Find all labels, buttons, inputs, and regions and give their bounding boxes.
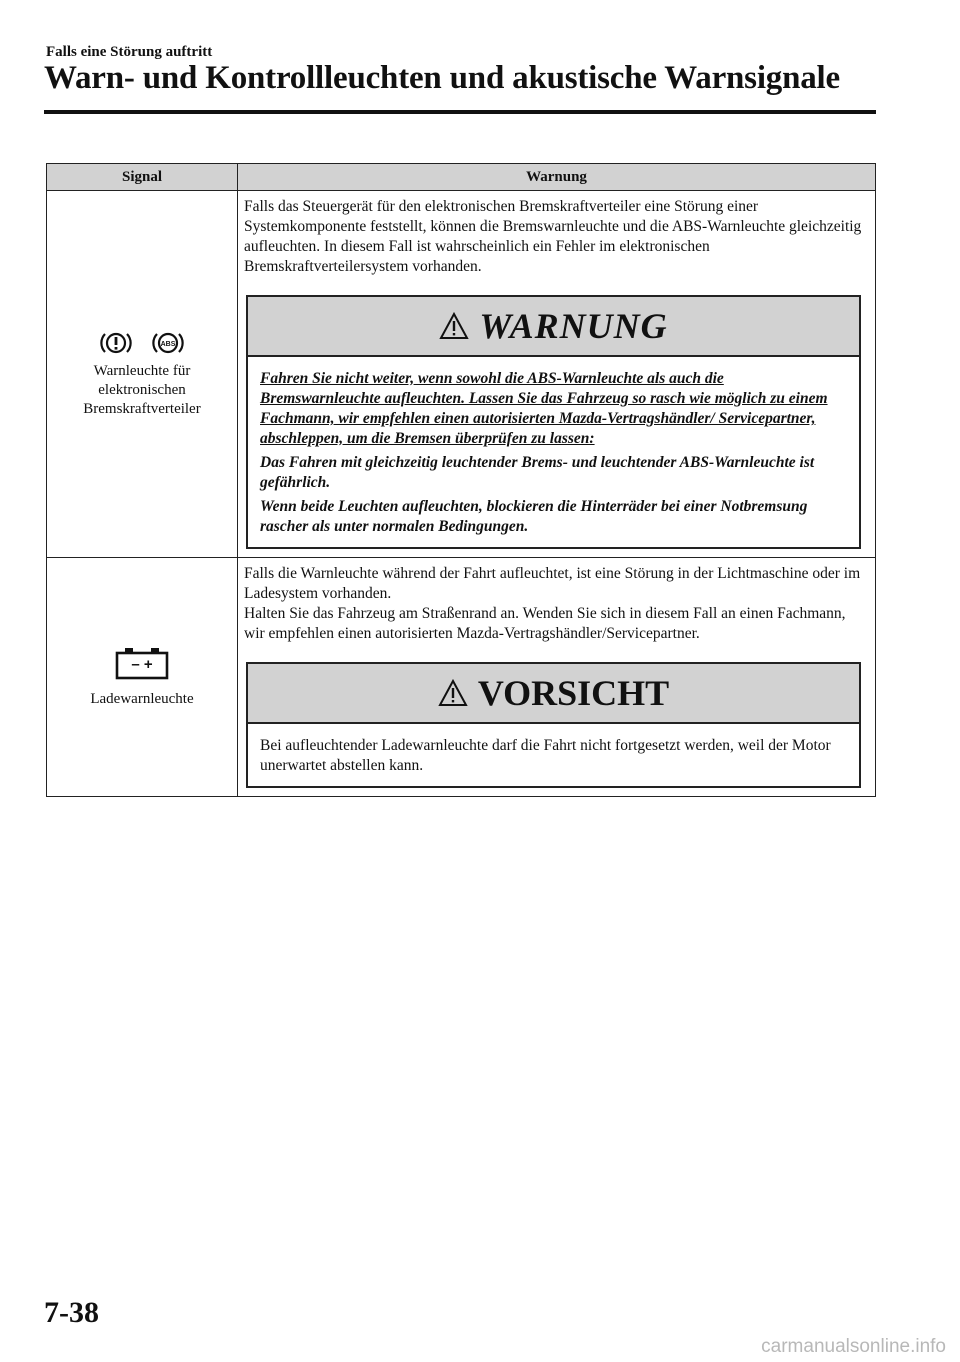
column-header-warning: Warnung — [238, 164, 876, 191]
battery-icon — [115, 646, 169, 680]
signal-label-charging: Ladewarnleuchte — [90, 690, 194, 707]
watermark: carmanualsonline.info — [761, 1336, 946, 1357]
table-row — [47, 191, 876, 558]
warning-text: Falls die Warnleuchte während der Fahrt aufleuchtet, ist eine Störung in der Lichtmaschine oder im Ladesystem vorhanden. — [244, 565, 861, 602]
signal-cell — [47, 191, 238, 558]
warning-callout-title: WARNUNG — [479, 306, 668, 346]
table-header-row — [47, 164, 876, 191]
caution-callout-header — [248, 664, 859, 724]
warning-callout-underlined-text: Fahren Sie nicht weiter, wenn sowohl die ABS-Warnleuchte als auch die Bremswarnleuchte aufleuchten. Lassen Sie das Fahrzeug so rasch wie möglich zu einem Fachmann, wir empfehlen einen autorisierten Mazda-Vertragshändler/ Servicepartner, abschleppen, um die Bremsen überprüfen zu lassen: — [260, 370, 828, 447]
title-divider — [44, 110, 876, 114]
svg-text:– +: – + — [131, 655, 153, 673]
caution-callout — [246, 662, 861, 788]
caution-callout-body: Bei aufleuchtender Ladewarnleuchte darf die Fahrt nicht fortgesetzt werden, weil der Motor unerwartet abstellen kann. — [260, 737, 831, 774]
signal-cell — [47, 558, 238, 797]
warning-triangle-icon — [438, 679, 468, 707]
warning-callout-paragraph: Wenn beide Leuchten aufleuchten, blockieren die Hinterräder bei einer Notbremsung rascher als unter normalen Bedingungen. — [260, 498, 808, 535]
warning-triangle-icon — [439, 312, 469, 340]
warning-callout-paragraph: Das Fahren mit gleichzeitig leuchtender Brems- und leuchtender ABS-Warnleuchte ist gefährlich. — [260, 454, 815, 491]
caution-callout-title: VORSICHT — [477, 673, 670, 713]
abs-icon — [151, 330, 185, 356]
warning-cell — [238, 191, 876, 558]
warning-text: Falls das Steuergerät für den elektronischen Bremskraftverteiler eine Störung einer Systemkomponente feststellt, können die Bremswarnleuchte und die ABS-Warnleuchte gleichzeitig aufleuchten. In diesem Fall ist wahrscheinlich ein Fehler im elektronischen Bremskraftverteilersystem vorhanden. — [244, 198, 862, 275]
svg-text:ABS: ABS — [160, 340, 176, 348]
page-title: Warn- und Kontrollleuchten und akustische Warnsignale — [44, 60, 840, 96]
warning-cell — [238, 558, 876, 797]
signal-label-ebd: Warnleuchte für elektronischen Bremskraftverteiler — [83, 362, 201, 417]
signal-icons — [51, 330, 233, 356]
warning-signal-table — [46, 163, 876, 797]
warning-callout — [246, 295, 861, 549]
warning-callout-header — [248, 297, 859, 357]
section-label: Falls eine Störung auftritt — [46, 44, 213, 60]
page-number: 7-38 — [44, 1296, 99, 1329]
warning-text: Halten Sie das Fahrzeug am Straßenrand an. Wenden Sie sich in diesem Fall an einen Fachmann, wir empfehlen einen autorisierten Mazda-Vertragshändler/Servicepartner. — [244, 605, 846, 642]
column-header-signal: Signal — [47, 164, 238, 191]
table-row — [47, 558, 876, 797]
signal-icons — [51, 646, 233, 680]
brake-exclamation-icon — [99, 330, 133, 356]
warning-callout-body — [248, 357, 859, 547]
